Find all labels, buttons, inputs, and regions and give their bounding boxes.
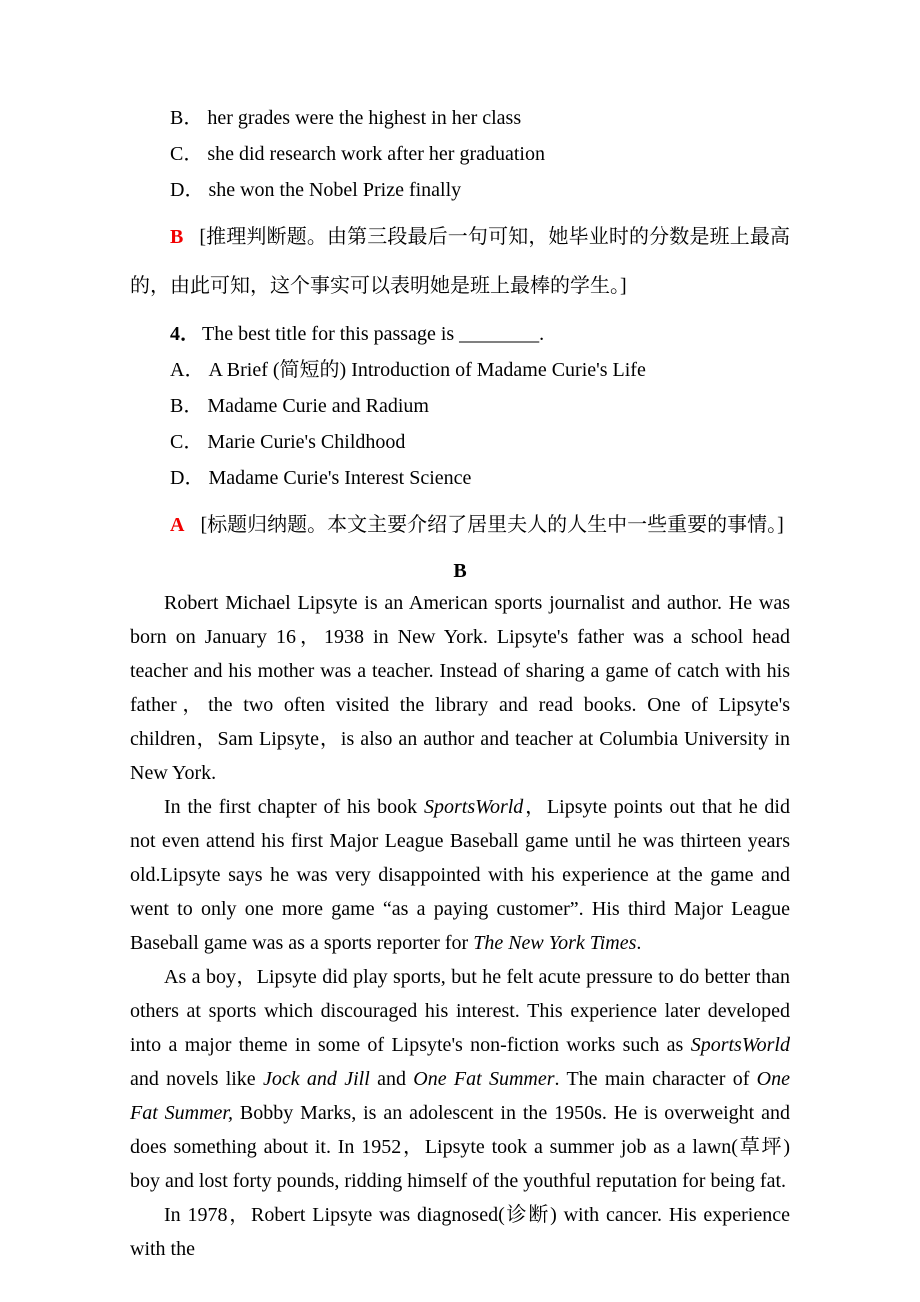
passage-paragraph-4: In 1978，Robert Lipsyte was diagnosed(诊断) with cancer. His experience with the [130,1204,790,1260]
q4-option-c-text: Marie Curie's Childhood [207,431,406,453]
q3-option-d-letter: D． [170,179,205,201]
q4-option-b [130,388,790,424]
q4-option-a-letter: A． [170,359,205,381]
q3-option-b-text: her grades were the highest in her class [207,107,522,129]
q4-option-d-letter: D． [170,467,205,489]
q4-option-b-letter: B． [170,395,204,417]
q3-answer [130,213,790,311]
q4-stem-text: The best title for this passage is ________. [202,323,545,345]
q3-option-b [130,100,790,136]
q4-option-a-text: A Brief (简短的) Introduction of Madame Curie's Life [208,359,646,381]
q4-option-d-text: Madame Curie's Interest Science [208,467,472,489]
passage-paragraph-3: As a boy，Lipsyte did play sports, but he felt acute pressure to do better than others at sports which discouraged his interest. This experience later developed into a major theme in some of Lipsyte's non-fiction works such as SportsWorld and novels like Jock and Jill and One Fat Summer. The main character of One Fat Summer, Bobby Marks, is an adolescent in the 1950s. He is overweight and does something about it. In 1952，Lipsyte took a summer job as a lawn(草坪) boy and lost forty pounds, ridding himself of the youthful reputation for being fat. [130,966,790,1192]
q4-number: 4． [170,323,200,345]
q3-option-c-text: she did research work after her graduation [207,143,545,165]
q4-option-b-text: Madame Curie and Radium [207,395,429,417]
q3-option-d [130,172,790,208]
q4-stem [130,316,790,352]
q4-answer-explanation: [标题归纳题。本文主要介绍了居里夫人的人生中一些重要的事情。] [200,514,784,536]
q4-answer [130,501,790,550]
q3-option-d-text: she won the Nobel Prize finally [208,179,462,201]
q4-option-c [130,424,790,460]
q3-option-c-letter: C． [170,143,204,165]
passage-paragraph-1: Robert Michael Lipsyte is an American sports journalist and author. He was born on January 16，1938 in New York. Lipsyte's father was a school head teacher and his mother was a teacher. Instead of sharing a game of catch with his father，the two often visited the library and read books. One of Lipsyte's children，Sam Lipsyte，is also an author and teacher at Columbia University in New York. [130,592,790,784]
q3-option-b-letter: B． [170,107,204,129]
passage-section-label: B [453,560,467,582]
q3-option-c [130,136,790,172]
q4-option-c-letter: C． [170,431,204,453]
q4-option-d [130,460,790,496]
q4-option-a [130,352,790,388]
passage-paragraph-2: In the first chapter of his book SportsWorld，Lipsyte points out that he did not even attend his first Major League Baseball game until he was thirteen years old.Lipsyte says he was very disappointed with his experience at the game and went to only one more game “as a paying customer”. His third Major League Baseball game was as a sports reporter for The New York Times. [130,796,790,954]
q3-answer-explanation: [推理判断题。由第三段最后一句可知，她毕业时的分数是班上最高的，由此可知，这个事实可以表明她是班上最棒的学生。] [130,226,790,297]
q4-answer-letter: A [170,514,185,536]
q3-answer-letter: B [170,226,184,248]
